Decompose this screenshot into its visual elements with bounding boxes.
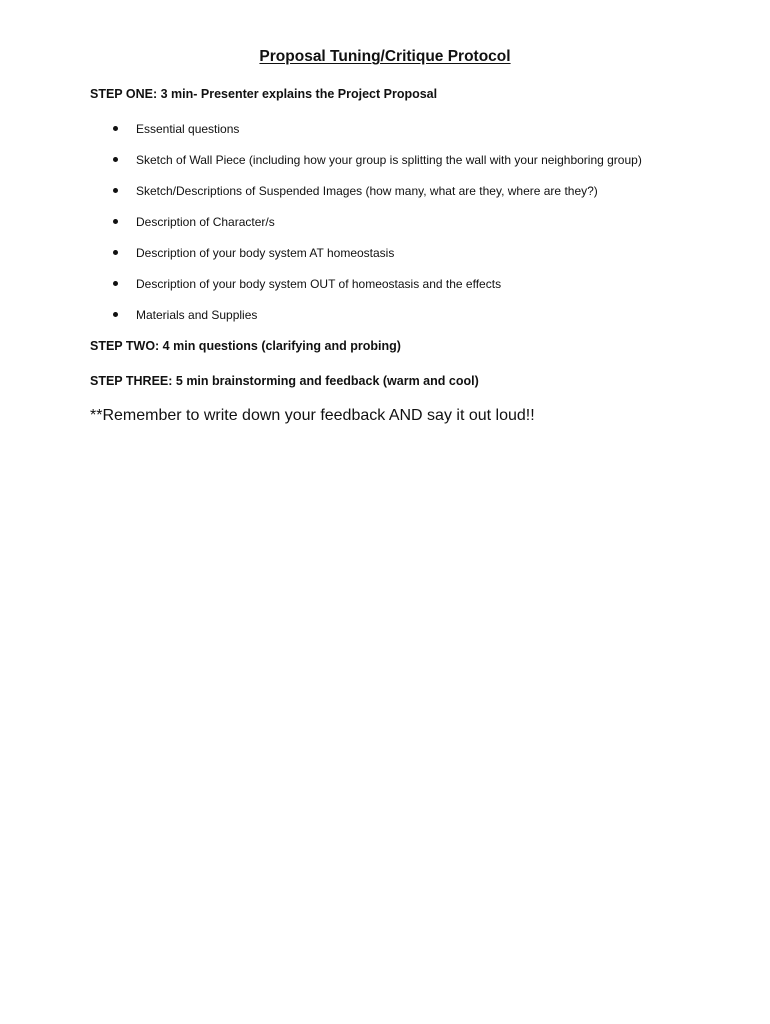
document-title: Proposal Tuning/Critique Protocol	[259, 48, 511, 65]
bullet-icon	[113, 188, 118, 193]
list-item-text: Sketch of Wall Piece (including how your group is splitting the wall with your neighboring group)	[136, 153, 642, 167]
step-one-heading: STEP ONE: 3 min- Presenter explains the Project Proposal	[90, 87, 438, 101]
bullet-icon	[113, 250, 118, 255]
list-item-text: Description of your body system OUT of homeostasis and the effects	[136, 277, 502, 291]
bullet-icon	[113, 312, 118, 317]
list-item-text: Description of your body system AT homeostasis	[136, 246, 395, 260]
bullet-icon	[113, 219, 118, 224]
bullet-icon	[113, 126, 118, 131]
list-item-text: Materials and Supplies	[136, 308, 258, 322]
reminder-note: **Remember to write down your feedback AND say it out loud!!	[90, 407, 535, 424]
list-item-text: Essential questions	[136, 122, 240, 136]
list-item-text: Description of Character/s	[136, 215, 275, 229]
step-two-heading: STEP TWO: 4 min questions (clarifying and probing)	[90, 339, 401, 353]
step-three-heading: STEP THREE: 5 min brainstorming and feedback (warm and cool)	[90, 374, 479, 388]
bullet-icon	[113, 281, 118, 286]
list-item-text: Sketch/Descriptions of Suspended Images (how many, what are they, where are they?)	[136, 184, 598, 198]
bullet-icon	[113, 157, 118, 162]
